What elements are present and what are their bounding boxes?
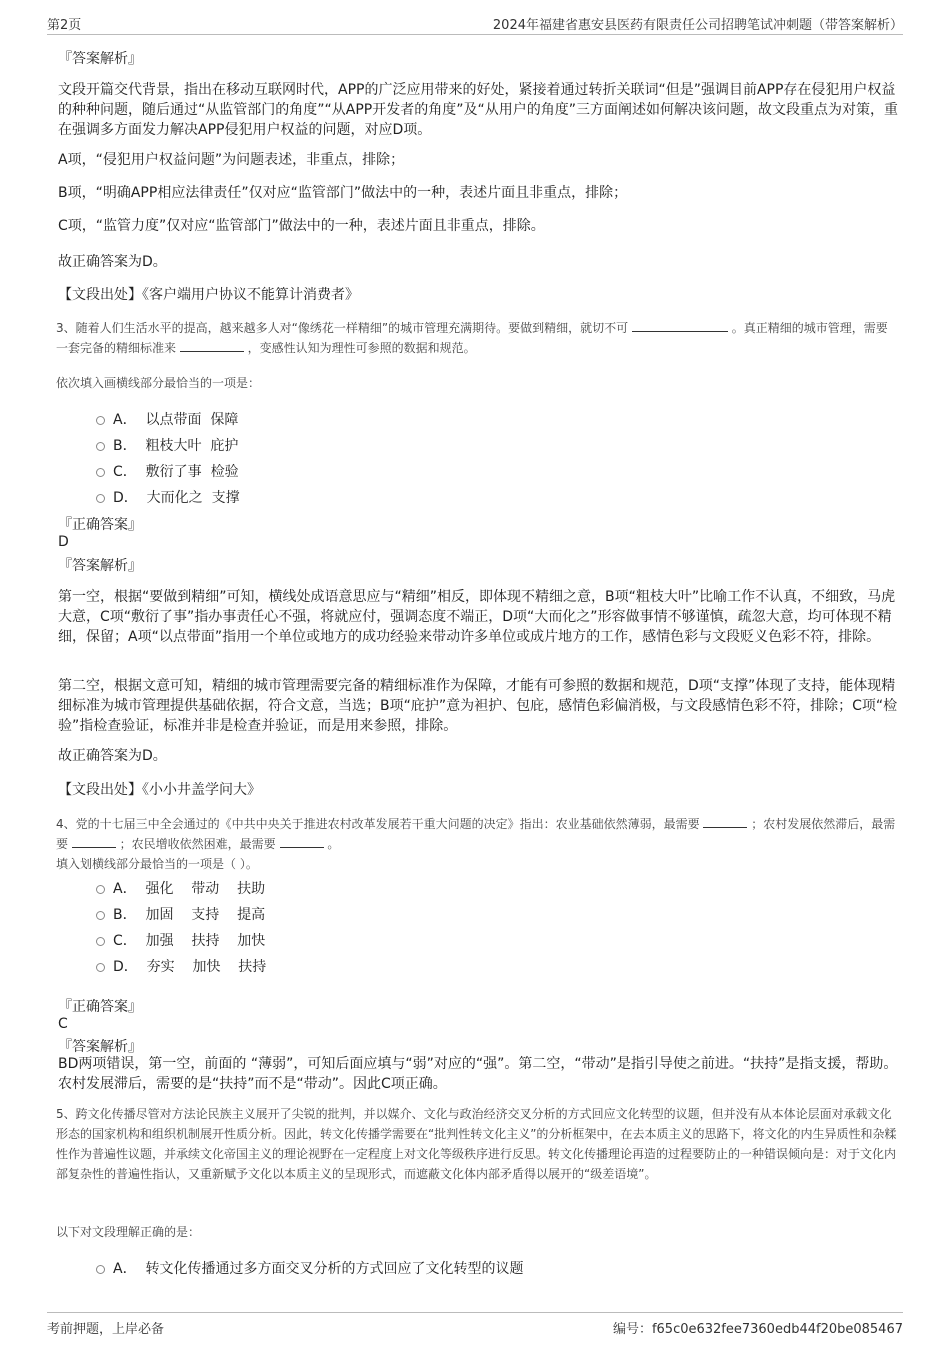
q2-analysis-paragraph: 文段开篇交代背景，指出在移动互联网时代，APP的广泛应用带来的好处，紧接着通过转折关联词“但是”强调目前APP存在侵犯用户权益的种种问题，随后通过“从监管部门的角度”“从APP开发者的角度”及“从用户的角度”三方面阐述如何解决该问题，故文段重点为对策，重在强调多方面发力解决APP侵犯用户权益的问题，对应D项。 xyxy=(58,82,898,138)
q3-blank-1 xyxy=(632,318,728,332)
radio-button[interactable] xyxy=(96,885,105,894)
q3-option-a[interactable] xyxy=(96,409,238,429)
q3-option-a-label: A． 以点带面 保障 xyxy=(113,412,239,428)
q3-conclusion: 故正确答案为D。 xyxy=(58,748,167,764)
q4-answer-label: 『正确答案』 xyxy=(58,999,142,1015)
q4-option-c-label: C． 加强 扶持 加快 xyxy=(113,933,266,949)
q4-blank-2 xyxy=(72,834,116,848)
q4-option-d-label: D． 夯实 加快 扶持 xyxy=(113,959,267,975)
q4-option-c[interactable] xyxy=(96,930,265,950)
footer-code-label: 编号： xyxy=(612,1322,652,1337)
q4-stem xyxy=(56,814,898,854)
radio-button[interactable] xyxy=(96,416,105,425)
q3-stem-part-3: ，变感性认知为理性可参照的数据和规范。 xyxy=(247,341,476,355)
q4-analysis-label: 『答案解析』 xyxy=(58,1039,142,1055)
page-footer xyxy=(47,1312,903,1337)
q5-stem: 5、跨文化传播尽管对方法论民族主义展开了尖锐的批判，并以媒介、文化与政治经济交叉分析的方式回应文化转型的议题，但并没有从本体论层面对承载文化形态的国家机构和组织机制展开性质分析。因此，转文化传播学需要在“批判性转文化主义”的分析框架中，在去本质主义的思路下，将文化的内生异质性和杂糅性作为普遍性议题，并承续文化帝国主义的理论视野在一定程度上对文化等级秩序进行反思。转文化传播理论再造的过程要防止的一种错误倾向是：对于文化内部复杂性的普遍性指认，又重新赋予文化以本质主义的呈现形式，而遮蔽文化体内部矛盾得以展开的“级差语境”。 xyxy=(56,1107,897,1181)
q4-option-a-label: A． 强化 带动 扶助 xyxy=(113,881,266,897)
q4-option-b[interactable] xyxy=(96,904,265,924)
q5-option-a-label: A． 转文化传播通过多方面交叉分析的方式回应了文化转型的议题 xyxy=(113,1261,524,1277)
q4-option-b-label: B． 加固 支持 提高 xyxy=(113,907,266,923)
q3-blank-2 xyxy=(180,338,244,352)
q3-stem xyxy=(56,318,898,358)
q3-stem-part-1: 3、随着人们生活水平的提高，越来越多人对“像绣花一样精细”的城市管理充满期待。要做到精细，就切不可 xyxy=(56,321,629,335)
q4-option-d[interactable] xyxy=(96,956,266,976)
q5-option-a[interactable] xyxy=(96,1258,523,1278)
q3-analysis-label: 『答案解析』 xyxy=(58,558,142,574)
q3-option-b-label: B． 粗枝大叶 庇护 xyxy=(113,438,239,454)
q3-analysis-paragraph-2: 第二空，根据文意可知，精细的城市管理需要完备的精细标准作为保障，才能有可参照的数据和规范，D项“支撑”体现了支持，能体现精细标准为城市管理提供基础依据，符合文意，当选；B项“庇护”意为袒护、包庇，感情色彩偏消极，与文段感情色彩不符，排除；C项“检验”指检查验证，标准并非是检查并验证，而是用来参照，排除。 xyxy=(58,678,898,734)
q3-answer-label: 『正确答案』 xyxy=(58,517,142,533)
q4-option-a[interactable] xyxy=(96,878,265,898)
document-title: 2024年福建省惠安县医药有限责任公司招聘笔试冲刺题（带答案解析） xyxy=(492,18,903,33)
footer-slogan: 考前押题，上岸必备 xyxy=(47,1322,165,1337)
q2-analysis-option-c: C项，“监管力度”仅对应“监管部门”做法中的一种，表述片面且非重点，排除。 xyxy=(58,218,545,234)
q3-option-d-label: D． 大而化之 支撑 xyxy=(113,490,240,506)
footer-code-value: f65c0e632fee7360edb44f20be085467 xyxy=(651,1322,903,1337)
q4-analysis: BD两项错误，第一空，前面的 “薄弱”，可知后面应填与“弱”对应的“强”。第二空，“带动”是指引导使之前进。“扶持”是指支援，帮助。农村发展滞后，需要的是“扶持”而不是“带动”。因此C项正确。 xyxy=(58,1056,898,1092)
q2-analysis-label: 『答案解析』 xyxy=(58,51,142,67)
q3-option-c-label: C． 敷衍了事 检验 xyxy=(113,464,239,480)
radio-button[interactable] xyxy=(96,494,105,503)
radio-button[interactable] xyxy=(96,468,105,477)
page-number: 第2页 xyxy=(47,18,82,33)
q4-stem-part-2: ；农村发展依然滞后，最需要 xyxy=(56,817,896,851)
footer-code xyxy=(613,1318,903,1337)
page-header xyxy=(47,12,903,35)
radio-button[interactable] xyxy=(96,963,105,972)
q3-option-d[interactable] xyxy=(96,487,240,507)
q3-analysis-paragraph-1: 第一空，根据“要做到精细”可知，横线处成语意思应与“精细”相反，即体现不精细之意，B项“粗枝大叶”比喻工作不认真，不细致，马虎大意，C项“敷衍了事”指办事责任心不强，将就应付，强调态度不端正，D项“大而化之”形容做事情不够谨慎，疏忽大意，均可体现不精细，保留；A项“以点带面”指用一个单位或地方的成功经验来带动许多单位或成片地方的工作，感情色彩与文段贬义色彩不符，排除。 xyxy=(58,589,896,645)
q3-stem-part-2: 。真正精细的城市管理，需要一套完备的精细标准来 xyxy=(56,321,888,355)
q2-analysis-option-a: A项，“侵犯用户权益问题”为问题表述，非重点，排除； xyxy=(58,152,405,168)
q3-option-c[interactable] xyxy=(96,461,239,481)
q4-blank-3 xyxy=(280,834,324,848)
radio-button[interactable] xyxy=(96,937,105,946)
q4-stem-part-1: 4、党的十七届三中全会通过的《中共中央关于推进农村改革发展若干重大问题的决定》指出：农业基础依然薄弱，最需要 xyxy=(56,817,700,831)
q3-source: 【文段出处】《小小井盖学问大》 xyxy=(58,782,261,798)
q4-stem-part-4: 。 xyxy=(327,837,340,851)
q3-option-b[interactable] xyxy=(96,435,238,455)
q4-prompt: 填入划横线部分最恰当的一项是（ ）。 xyxy=(56,857,258,871)
q2-conclusion: 故正确答案为D。 xyxy=(58,254,167,270)
radio-button[interactable] xyxy=(96,1265,105,1274)
q2-source: 【文段出处】《客户端用户协议不能算计消费者》 xyxy=(58,287,359,303)
q2-analysis-option-b: B项，“明确APP相应法律责任”仅对应“监管部门”做法中的一种，表述片面且非重点，排除； xyxy=(58,185,628,201)
radio-button[interactable] xyxy=(96,442,105,451)
q4-blank-1 xyxy=(703,814,747,828)
q4-stem-part-3: ；农民增收依然困难，最需要 xyxy=(119,837,276,851)
q5-prompt: 以下对文段理解正确的是： xyxy=(56,1225,201,1239)
q4-answer: C xyxy=(58,1016,68,1032)
q3-prompt: 依次填入画横线部分最恰当的一项是： xyxy=(56,376,261,390)
radio-button[interactable] xyxy=(96,911,105,920)
q3-answer: D xyxy=(58,534,69,550)
